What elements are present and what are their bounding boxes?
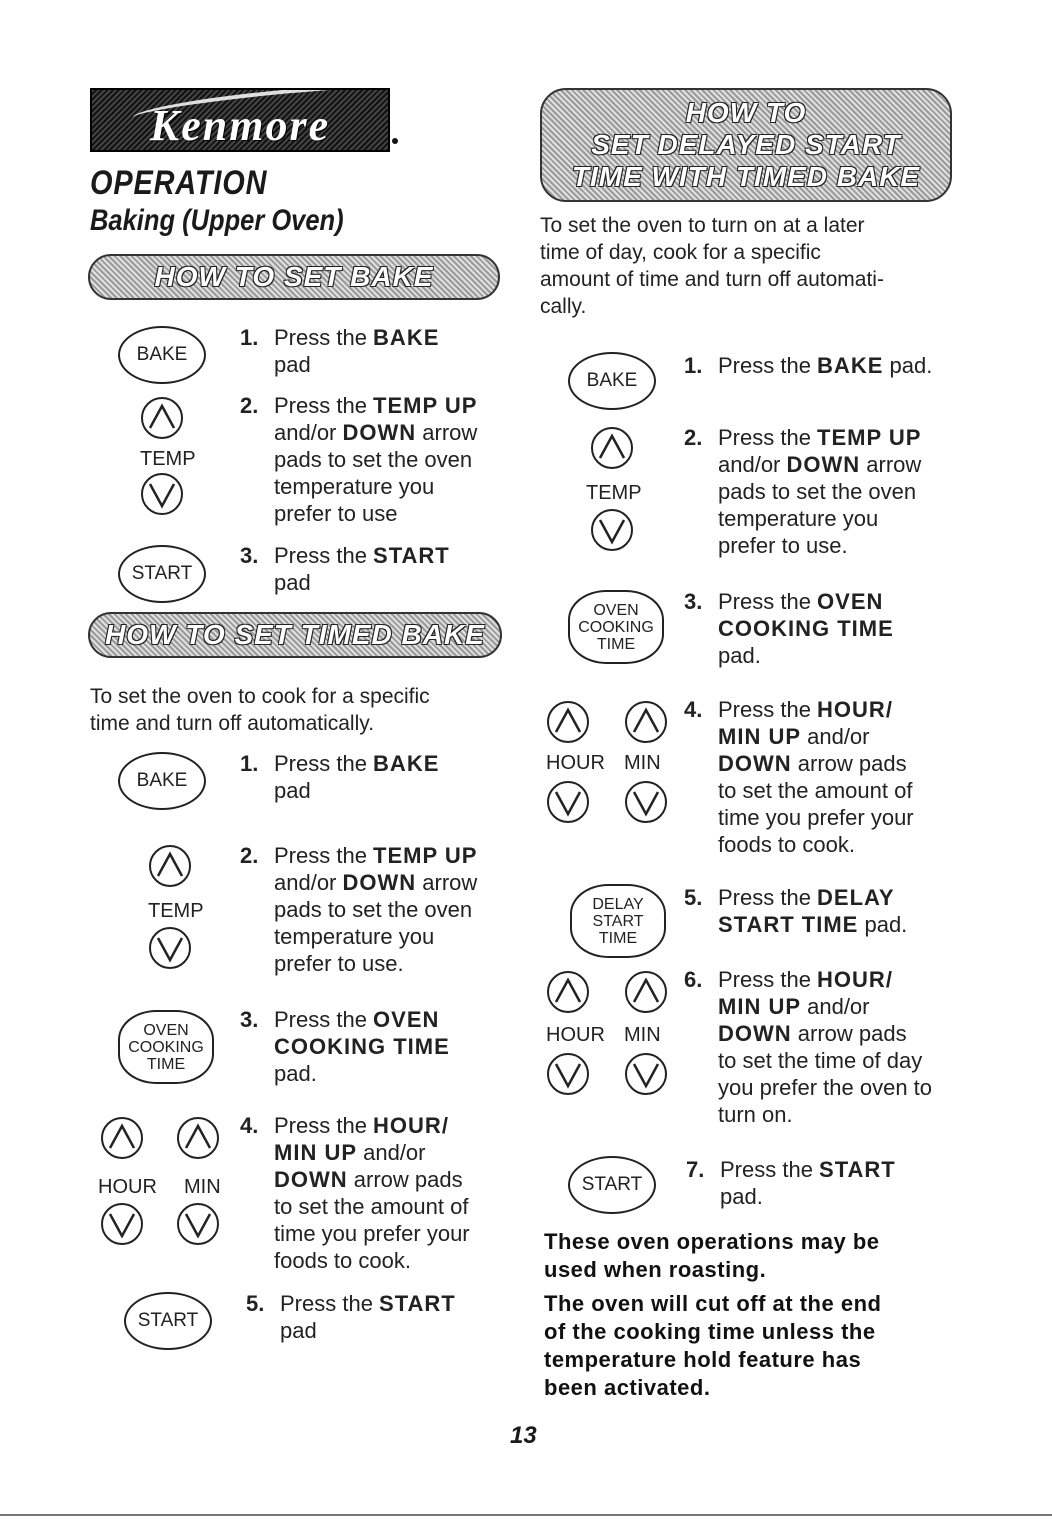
- temp-label: TEMP: [586, 482, 642, 504]
- delayed-step-1: 1. Press the BAKE pad.: [684, 353, 933, 378]
- min-label: MIN: [624, 1024, 661, 1046]
- min-down-arrow-icon: [176, 1202, 220, 1246]
- delayed-intro: To set the oven to turn on at a later time of day, cook for a specific amount of time and turn off automati- cally.: [540, 214, 884, 318]
- delayed-step-6: 6. Press the HOUR/ MIN UP and/or DOWN arrow pads to set the time of day you prefer the oven to turn on.: [684, 967, 933, 1127]
- min-label: MIN: [184, 1176, 221, 1198]
- hour-label: HOUR: [98, 1176, 157, 1198]
- delayed-step-2: 2. Press the TEMP UP and/or DOWN arrow pads to set the oven temperature you prefer to use.: [684, 425, 922, 558]
- bottom-rule: [0, 1514, 1052, 1516]
- hour-down-arrow-icon: [100, 1202, 144, 1246]
- roasting-note: These oven operations may be used when roasting.: [544, 1229, 880, 1282]
- min-down-arrow-icon: [624, 780, 668, 824]
- bake-pad-icon: BAKE: [118, 326, 206, 384]
- hour-down-arrow-icon: [546, 780, 590, 824]
- hour-down-arrow-icon: [546, 1052, 590, 1096]
- oven-cooking-time-pad-icon: OVEN COOKING TIME: [118, 1010, 214, 1084]
- timed-bake-intro: To set the oven to cook for a specific time and turn off automatically.: [90, 685, 430, 735]
- temp-up-arrow-icon: [590, 426, 634, 470]
- bake-pad-icon: BAKE: [568, 352, 656, 410]
- start-pad-icon: START: [118, 545, 206, 603]
- temp-down-arrow-icon: [140, 472, 184, 516]
- hour-up-arrow-icon: [100, 1116, 144, 1160]
- logo-text: Kenmore: [149, 101, 331, 150]
- hour-up-arrow-icon: [546, 700, 590, 744]
- oven-cooking-time-pad-icon: OVEN COOKING TIME: [568, 590, 664, 664]
- section-title: OPERATION: [90, 164, 268, 202]
- start-pad-icon: START: [124, 1292, 212, 1350]
- temp-down-arrow-icon: [148, 926, 192, 970]
- delay-start-time-pad-icon: DELAY START TIME: [570, 884, 666, 958]
- banner-how-to-set-delayed-start: HOW TO SET DELAYED START TIME WITH TIMED BAKE: [540, 88, 952, 202]
- temp-up-arrow-icon: [140, 396, 184, 440]
- start-pad-icon: START: [568, 1156, 656, 1214]
- page-number: 13: [510, 1422, 537, 1449]
- banner-how-to-set-bake: HOW TO SET BAKE: [88, 254, 500, 300]
- set-bake-step-1: 1. Press the BAKE pad: [240, 325, 440, 377]
- min-up-arrow-icon: [176, 1116, 220, 1160]
- min-up-arrow-icon: [624, 970, 668, 1014]
- delayed-step-4: 4. Press the HOUR/ MIN UP and/or DOWN arrow pads to set the amount of time you prefer your foods to cook.: [684, 697, 914, 857]
- min-up-arrow-icon: [624, 700, 668, 744]
- logo-dot: [392, 138, 398, 144]
- timed-bake-step-2: 2. Press the TEMP UP and/or DOWN arrow pads to set the oven temperature you prefer to use.: [240, 843, 478, 976]
- temp-up-arrow-icon: [148, 844, 192, 888]
- timed-bake-step-1: 1. Press the BAKE pad: [240, 751, 440, 803]
- banner-how-to-set-timed-bake: HOW TO SET TIMED BAKE: [88, 612, 502, 658]
- min-label: MIN: [624, 752, 661, 774]
- timed-bake-step-4: 4. Press the HOUR/ MIN UP and/or DOWN arrow pads to set the amount of time you prefer your foods to cook.: [240, 1113, 470, 1273]
- timed-bake-step-5: 5. Press the START pad: [246, 1291, 456, 1343]
- delayed-step-5: 5. Press the DELAY START TIME pad.: [684, 885, 908, 937]
- hour-label: HOUR: [546, 752, 605, 774]
- temp-label: TEMP: [140, 448, 196, 470]
- kenmore-logo: [90, 88, 390, 152]
- cutoff-note: The oven will cut off at the end of the cooking time unless the temperature hold feature has been activated.: [544, 1291, 882, 1400]
- timed-bake-step-3: 3. Press the OVEN COOKING TIME pad.: [240, 1007, 450, 1086]
- delayed-step-7: 7. Press the START pad.: [686, 1157, 896, 1209]
- subsection-title: Baking (Upper Oven): [90, 204, 344, 237]
- set-bake-step-3: 3. Press the START pad: [240, 543, 450, 595]
- temp-down-arrow-icon: [590, 508, 634, 552]
- temp-label: TEMP: [148, 900, 204, 922]
- min-down-arrow-icon: [624, 1052, 668, 1096]
- hour-label: HOUR: [546, 1024, 605, 1046]
- bake-pad-icon: BAKE: [118, 752, 206, 810]
- set-bake-step-2: 2. Press the TEMP UP and/or DOWN arrow pads to set the oven temperature you prefer to use: [240, 393, 478, 526]
- delayed-step-3: 3. Press the OVEN COOKING TIME pad.: [684, 589, 894, 668]
- hour-up-arrow-icon: [546, 970, 590, 1014]
